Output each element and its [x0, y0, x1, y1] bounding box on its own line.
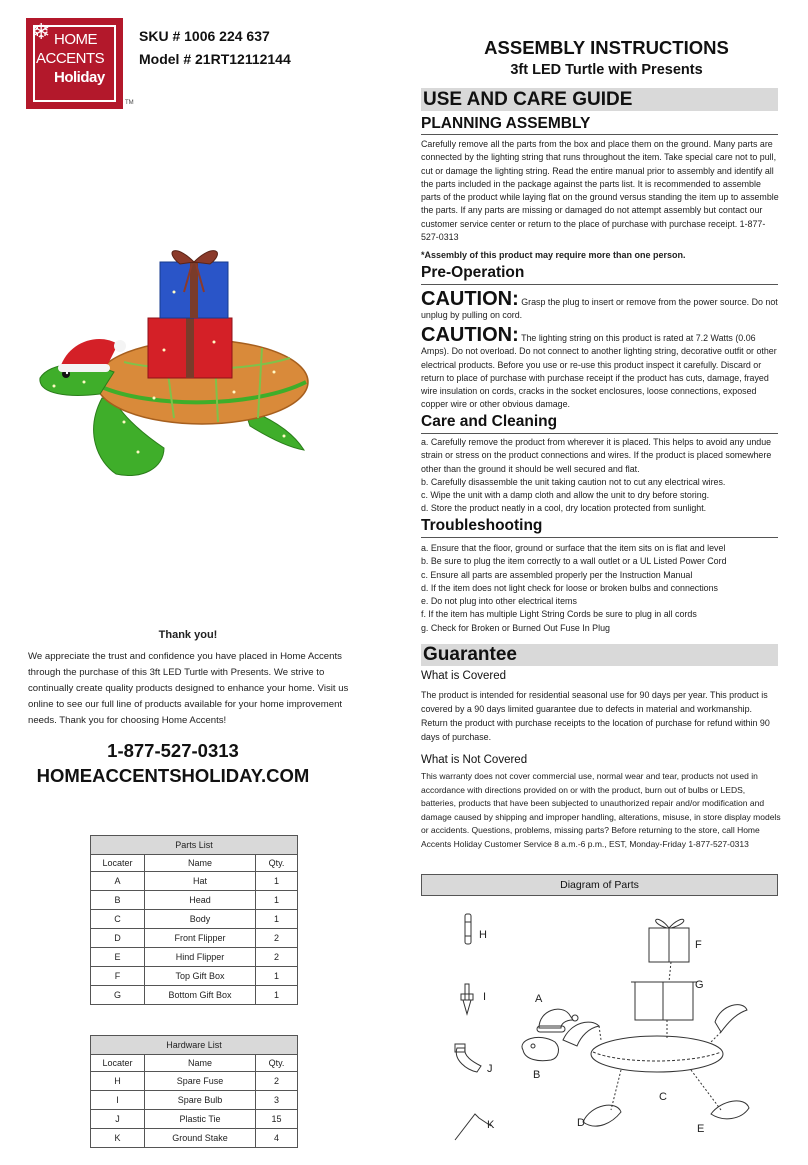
diagram-label-e: E [697, 1123, 705, 1135]
table-cell: B [91, 891, 145, 910]
table-cell: Spare Bulb [145, 1091, 256, 1110]
section-divider [421, 284, 778, 285]
what-is-covered-heading: What is Covered [421, 670, 507, 682]
snowflake-icon: ❄ [32, 20, 51, 45]
table-cell: K [91, 1129, 145, 1148]
table-cell: Head [145, 891, 256, 910]
brand-logo [26, 18, 134, 109]
table-cell: Hat [145, 872, 256, 891]
table-row [91, 1072, 298, 1091]
head-outline [522, 1037, 558, 1060]
list-item: b. Be sure to plug the item correctly to a wall outlet or a UL Listed Power Cord [421, 556, 727, 567]
what-is-not-covered-text: This warranty does not cover commercial use, normal wear and tear, products not used in accordance with directions provided on or with the product, burn out of bulbs or LEDS, batteries, products that have been subjected to unauthorized repair and/or modification and damage caused by shipping and improper handling, alterations, misuse, in store display models or accidents. Questions, problems, missing parts? Before returning to the store, call Home Accents Holiday Customer Service 8 a.m.-6 p.m., EST, Monday-Friday 1-877-527-0313 [421, 771, 781, 849]
diagram-label-d: D [577, 1117, 585, 1129]
diagram-label-b: B [533, 1069, 541, 1081]
table-cell: G [91, 986, 145, 1005]
assembly-note: *Assembly of this product may require more than one person. [421, 250, 686, 260]
use-care-guide-heading: USE AND CARE GUIDE [421, 88, 778, 111]
diagram-label-j: J [487, 1063, 493, 1075]
table-cell: Top Gift Box [145, 967, 256, 986]
table-cell: 2 [256, 1072, 298, 1091]
table-row [91, 1091, 298, 1110]
troubleshooting-heading: Troubleshooting [421, 517, 543, 534]
caution-label: CAUTION: [421, 324, 519, 346]
table-row [91, 986, 298, 1005]
planning-assembly-text: Carefully remove all the parts from the box and place them on the ground. Many parts are connected by the lighting string that runs throughout the item. Take special care not to pull, cut or damage the lighting string. Read the entire manual prior to assembly and identify all the parts included in the package against the parts list. It is recommended to assemble parts of the product while laying flat on the ground versus standing the item up to assemble the parts. If any parts are missing or damaged do not attempt assembly but contact our customer service center or return to the place of purchase with purchase receipt. 1-877-527-0313 [421, 139, 779, 243]
table-cell: 1 [256, 910, 298, 929]
table-cell: Ground Stake [145, 1129, 256, 1148]
sku-number: SKU # 1006 224 637 [139, 28, 270, 44]
hardware-list-caption: Hardware List [91, 1036, 298, 1055]
document-title: ASSEMBLY INSTRUCTIONS [484, 37, 729, 58]
table-row [91, 1110, 298, 1129]
trademark-mark: TM [125, 100, 134, 106]
table-cell: Bottom Gift Box [145, 986, 256, 1005]
caution-rating-text: The lighting string on this product is rated at 7.2 Watts (0.06 Amps). Do not overload. Do not connect to another lighting string, decorative outfit or other electrical products. Before you use or re-use this product inspect it carefully. Discard or return to place of purchase with purchase receipt if the product has cuts, damage, frayed wire insulation on cords, cracks in the socket enclosures, loose connections, exposed copper wire or other obvious damage. [421, 333, 777, 410]
diagram-label-f: F [695, 939, 702, 951]
list-item: f. If the item has multiple Light String Cords be sure to plug in all cords [421, 609, 697, 620]
body-outline [591, 1036, 723, 1072]
caution-rating [421, 325, 781, 412]
table-cell: D [91, 929, 145, 948]
thank-you-text: We appreciate the trust and confidence you have placed in Home Accents through the purchase of this 3ft LED Turtle with Presents. We strive to continually create quality products designed to enhance your home. Visit us online to see our full line of products available for your home improvement needs. Thank you for choosing Home Accents! [28, 651, 349, 726]
table-cell: Plastic Tie [145, 1110, 256, 1129]
list-item: a. Carefully remove the product from wherever it is placed. This helps to avoid any undue strain or stress on the product connections and wires. If the product is placed somewhere other than the ground it should be well secured and flat. [421, 437, 772, 474]
list-item: a. Ensure that the floor, ground or surface that the item sits on is flat and level [421, 543, 726, 553]
column-header: Locater [91, 855, 145, 872]
table-cell: 4 [256, 1129, 298, 1148]
table-row [91, 967, 298, 986]
diagram-label-h: H [479, 929, 487, 941]
table-row [91, 891, 298, 910]
list-item: g. Check for Broken or Burned Out Fuse In Plug [421, 622, 610, 633]
bottom-gift-box-outline [631, 982, 697, 1020]
care-cleaning-heading: Care and Cleaning [421, 413, 558, 430]
logo-line-holiday: Holiday [54, 69, 105, 86]
front-flipper-outline [563, 1022, 621, 1126]
table-cell: E [91, 948, 145, 967]
table-cell: 2 [256, 948, 298, 967]
section-divider [421, 433, 778, 434]
what-is-not-covered-heading: What is Not Covered [421, 754, 528, 766]
table-cell: F [91, 967, 145, 986]
table-row [91, 929, 298, 948]
table-row [91, 948, 298, 967]
table-cell: 15 [256, 1110, 298, 1129]
diagram-label-g: G [695, 979, 704, 991]
planning-assembly-heading: PLANNING ASSEMBLY [421, 115, 591, 132]
table-cell: Spare Fuse [145, 1072, 256, 1091]
caution-plug-text: Grasp the plug to insert or remove from the power source. Do not unplug by pulling on cord. [421, 297, 778, 321]
care-cleaning-list [421, 436, 781, 516]
table-cell: J [91, 1110, 145, 1129]
what-is-covered-text: The product is intended for residential seasonal use for 90 days per year. This product is covered by a 90 days limited guarantee due to defects in material and workmanship. Return the product with purchase receipts to the location of purchase for refund within 90 days of purchase. [421, 690, 770, 742]
table-cell: Front Flipper [145, 929, 256, 948]
parts-list-caption: Parts List [91, 836, 298, 855]
logo-line-home: HOME [54, 31, 97, 48]
logo-line-accents: ACCENTS [36, 50, 105, 67]
table-cell: 1 [256, 986, 298, 1005]
product-photo [14, 222, 314, 484]
table-cell: 1 [256, 872, 298, 891]
table-header-row [91, 855, 298, 872]
table-cell: 2 [256, 929, 298, 948]
list-item: d. If the item does not light check for loose or broken bulbs and connections [421, 582, 718, 593]
phone-number: 1-877-527-0313 [107, 740, 239, 761]
column-header: Locater [91, 1055, 145, 1072]
caution-plug [421, 289, 781, 323]
caution-label: CAUTION: [421, 288, 519, 310]
list-item: c. Ensure all parts are assembled properly per the Instruction Manual [421, 569, 693, 580]
section-divider [421, 537, 778, 538]
gift-bow [172, 251, 217, 264]
diagram-of-parts-title: Diagram of Parts [421, 874, 778, 896]
column-header: Qty. [256, 1055, 298, 1072]
plastic-tie-icon [455, 1044, 481, 1072]
spare-fuse-icon [465, 914, 471, 944]
guarantee-heading: Guarantee [421, 644, 778, 666]
ground-stake-icon [455, 1114, 491, 1140]
parts-diagram [421, 900, 791, 1162]
troubleshooting-list [421, 542, 781, 635]
table-cell: Hind Flipper [145, 948, 256, 967]
table-row [91, 1129, 298, 1148]
top-gift-box-outline [649, 919, 689, 962]
table-row [91, 872, 298, 891]
column-header: Name [145, 855, 256, 872]
diagram-label-i: I [483, 991, 487, 1003]
table-cell: I [91, 1091, 145, 1110]
table-row [91, 910, 298, 929]
diagram-label-a: A [535, 993, 543, 1005]
table-cell: C [91, 910, 145, 929]
table-cell: A [91, 872, 145, 891]
parts-list-table [90, 835, 298, 1005]
document-subtitle: 3ft LED Turtle with Presents [510, 62, 703, 78]
table-cell: H [91, 1072, 145, 1091]
list-item: b. Carefully disassemble the unit taking caution not to cut any electrical wires. [421, 476, 726, 487]
table-header-row [91, 1055, 298, 1072]
spare-bulb-icon [461, 984, 473, 1014]
diagram-label-c: C [659, 1091, 667, 1103]
column-header: Name [145, 1055, 256, 1072]
list-item: c. Wipe the unit with a damp cloth and allow the unit to dry before storing. [421, 490, 710, 501]
table-cell: 3 [256, 1091, 298, 1110]
table-cell: Body [145, 910, 256, 929]
list-item: e. Do not plug into other electrical items [421, 596, 577, 607]
pre-operation-heading: Pre-Operation [421, 264, 525, 281]
section-divider [421, 134, 778, 135]
thank-you-heading: Thank you! [158, 629, 218, 641]
table-cell: 1 [256, 967, 298, 986]
table-cell: 1 [256, 891, 298, 910]
column-header: Qty. [256, 855, 298, 872]
model-number: Model # 21RT12112144 [139, 51, 291, 67]
website-url: HOMEACCENTSHOLIDAY.COM [36, 765, 310, 786]
hardware-list-table [90, 1035, 298, 1148]
diagram-label-k: K [487, 1119, 495, 1131]
list-item: d. Store the product neatly in a cool, dry location protected from sunlight. [421, 503, 707, 514]
